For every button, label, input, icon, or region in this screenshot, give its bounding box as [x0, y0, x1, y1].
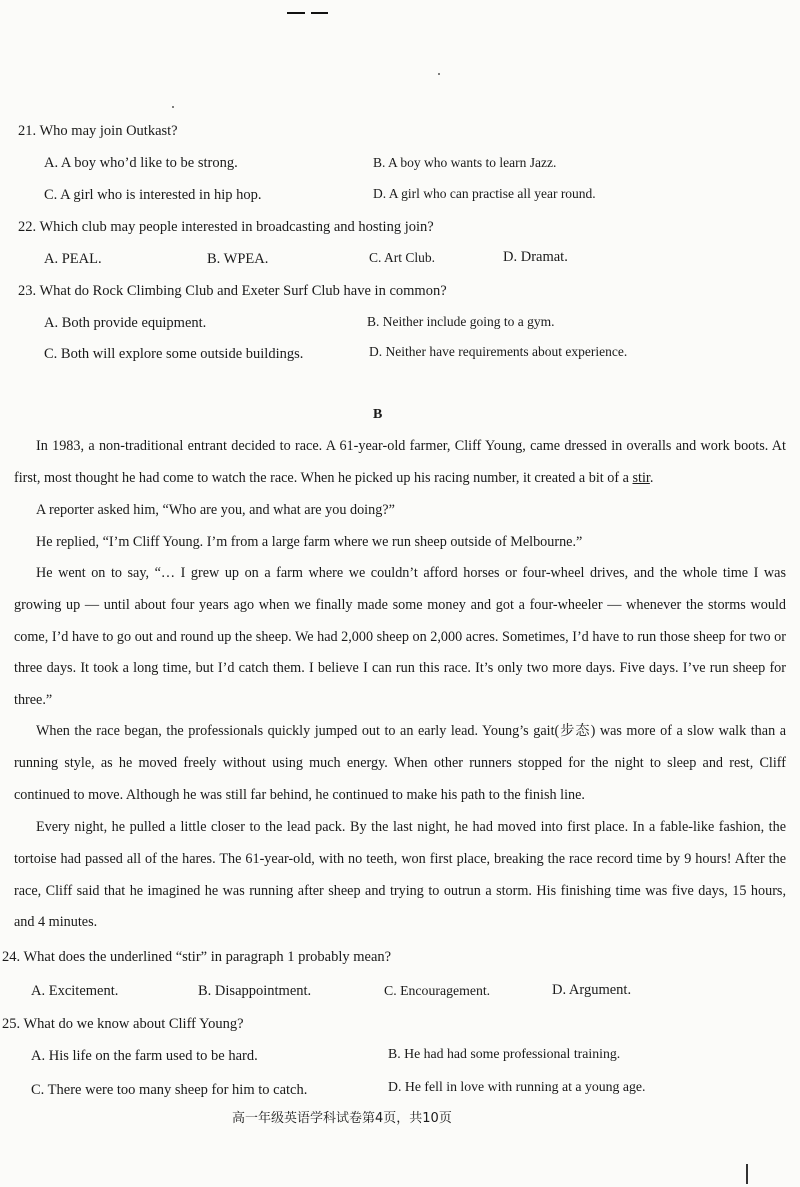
question-22-option-a[interactable]: A. PEAL. — [44, 251, 102, 267]
question-21-stem: 21. Who may join Outkast? — [18, 123, 178, 139]
question-21-option-a[interactable]: A. A boy who’d like to be strong. — [44, 155, 238, 171]
scan-speck — [438, 73, 440, 75]
scan-speck — [172, 106, 174, 108]
scan-edge-mark — [746, 1164, 748, 1184]
question-25-stem: 25. What do we know about Cliff Young? — [2, 1016, 244, 1032]
top-dash-mark — [287, 12, 305, 14]
question-24-stem: 24. What does the underlined “stir” in paragraph 1 probably mean? — [2, 949, 392, 965]
question-23-stem: 23. What do Rock Climbing Club and Exeter Surf Club have in common? — [18, 283, 447, 299]
question-22-option-d[interactable]: D. Dramat. — [503, 249, 568, 265]
question-22-option-b[interactable]: B. WPEA. — [207, 251, 269, 267]
question-24-option-d[interactable]: D. Argument. — [552, 982, 632, 998]
top-dash-mark — [311, 12, 328, 14]
page-footer: 高一年级英语学科试卷第4页，共10页 — [232, 1111, 452, 1126]
passage-paragraph-2: A reporter asked him, “Who are you, and what are you doing?” — [36, 502, 395, 518]
question-23-option-a[interactable]: A. Both provide equipment. — [44, 315, 207, 331]
passage-paragraph-5: When the race began, the professionals quickly jumped out to an early lead. Young’s gait(步态) was more of a slow walk than a running style, as he moved freely without using much energy. When other runners stopped for the night to sleep and rest, Cliff continued to move. Although he was still far behind, he continued to make his path to the finish line. — [14, 723, 786, 803]
section-b-heading: B — [373, 407, 383, 422]
underlined-word-stir: stir — [632, 469, 650, 486]
question-24-option-c[interactable]: C. Encouragement. — [384, 983, 491, 998]
question-24-option-b[interactable]: B. Disappointment. — [198, 983, 312, 999]
question-23-option-c[interactable]: C. Both will explore some outside buildings. — [44, 346, 304, 362]
question-25-option-c[interactable]: C. There were too many sheep for him to catch. — [31, 1082, 308, 1098]
question-21-option-d[interactable]: D. A girl who can practise all year round. — [373, 186, 596, 201]
passage-paragraph-6: Every night, he pulled a little closer to the lead pack. By the last night, he had moved into first place. In a fable-like fashion, the tortoise had passed all of the hares. The 61-year-old, with no teeth, won first place, breaking the race record time by 9 hours! After the race, Cliff said that he imagined he was running after sheep and trying to outrun a storm. His finishing time was five days, 15 hours, and 4 minutes. — [14, 819, 786, 931]
question-21-option-b[interactable]: B. A boy who wants to learn Jazz. — [373, 155, 557, 170]
question-23-option-b[interactable]: B. Neither include going to a gym. — [367, 314, 555, 329]
question-23-option-d[interactable]: D. Neither have requirements about experience. — [369, 344, 628, 359]
question-25-option-d[interactable]: D. He fell in love with running at a young age. — [388, 1079, 646, 1094]
question-22-option-c[interactable]: C. Art Club. — [369, 250, 436, 265]
question-25-option-b[interactable]: B. He had had some professional training. — [388, 1046, 621, 1061]
question-22-stem: 22. Which club may people interested in broadcasting and hosting join? — [18, 219, 434, 235]
passage-paragraph-4: He went on to say, “… I grew up on a farm where we couldn’t afford horses or four-wheel drives, and the whole time I was growing up — until about four years ago when we finally made some money and got a four-wheeler — whenever the storms would come, I’d have to go out and round up the sheep. We had 2,000 sheep on 2,000 acres. Sometimes, I’d have to run those sheep for two or three days. It took a long time, but I’d catch them. I believe I can run this race. It’s only two more days. Five days. I’ve run sheep for three.” — [14, 565, 786, 709]
question-24-option-a[interactable]: A. Excitement. — [31, 983, 119, 999]
question-21-option-c[interactable]: C. A girl who is interested in hip hop. — [44, 187, 262, 203]
question-25-option-a[interactable]: A. His life on the farm used to be hard. — [31, 1048, 258, 1064]
passage-paragraph-3: He replied, “I’m Cliff Young. I’m from a large farm where we run sheep outside of Melbourne.” — [36, 534, 583, 550]
passage-paragraph-1: In 1983, a non-traditional entrant decided to race. A 61-year-old farmer, Cliff Young, came dressed in overalls and work boots. At first, most thought he had come to watch the race. When he picked up his racing number, it created a bit of a stir. — [14, 438, 786, 486]
